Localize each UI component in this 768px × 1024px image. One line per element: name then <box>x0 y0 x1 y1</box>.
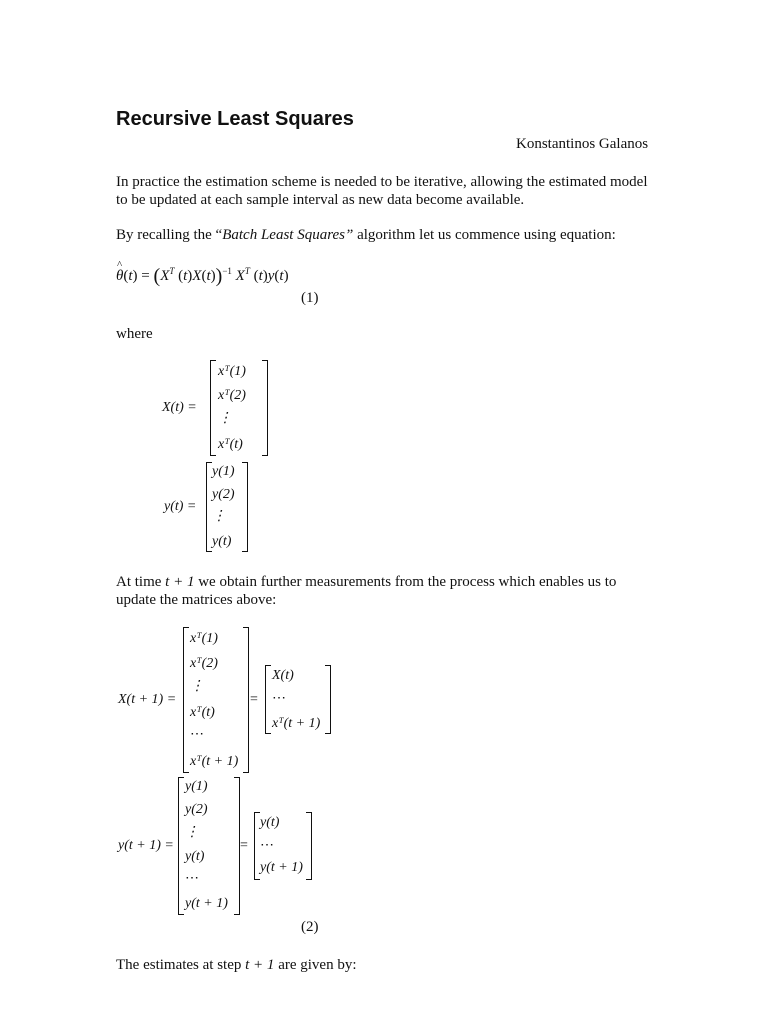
matrix-X1-row-2: xᵀ(2) <box>190 656 218 671</box>
paragraph-estimates-italic: t + 1 <box>245 957 275 973</box>
matrix-X-left-bracket <box>210 360 216 456</box>
vector-y1-equals: = <box>240 838 248 853</box>
matrix-X1-label: X(t + 1) = <box>118 692 177 707</box>
paragraph-update <box>116 573 656 609</box>
matrix-X1-row-4: xᵀ(t) <box>190 705 215 720</box>
paragraph-update-italic: t + 1 <box>165 574 195 590</box>
vector-y1-rhs-row-2: ⋯ <box>260 838 274 853</box>
vector-y-row-3: ⋮ <box>212 509 226 524</box>
vector-y1-row-2: y(2) <box>185 802 208 817</box>
paragraph-intro: In practice the estimation scheme is needed to be iterative, allowing the estimated model to be updated at each sample interval as new data become available. <box>116 174 648 208</box>
matrix-X1-row-5: ⋯ <box>190 727 204 742</box>
matrix-X1-row-1: xᵀ(1) <box>190 631 218 646</box>
matrix-X-row-4: xᵀ(t) <box>218 437 243 452</box>
document-title: Recursive Least Squares <box>116 108 354 130</box>
matrix-X-row-2: xᵀ(2) <box>218 388 246 403</box>
equation-1-number: (1) <box>301 290 319 306</box>
matrix-X-row-3: ⋮ <box>218 411 232 426</box>
equation-2-number: (2) <box>301 919 319 935</box>
matrix-X1-rhs-row-1: X(t) <box>272 668 294 683</box>
vector-y1-rhs-row-1: y(t) <box>260 815 280 830</box>
paragraph-batch <box>116 226 656 244</box>
vector-y1-label: y(t + 1) = <box>118 838 174 853</box>
vector-y1-row-1: y(1) <box>185 779 208 794</box>
matrix-X-right-bracket <box>262 360 268 456</box>
equation-1: θ ^ $(t) = (X^T$ (t)X(t))$^{-1}$ $X^T$ (t)y(t) <box>116 259 289 287</box>
matrix-X1-equals: = <box>250 692 258 707</box>
vector-y-right-bracket <box>242 462 248 552</box>
matrix-X1-right-bracket <box>243 627 249 773</box>
paragraph-update-pre: At time <box>116 574 166 590</box>
vector-y1-row-6: y(t + 1) <box>185 896 228 911</box>
paragraph-estimates-post: are given by: <box>274 957 357 973</box>
vector-y-label: y(t) = <box>164 499 197 514</box>
matrix-X1-rhs-left-bracket <box>265 665 271 734</box>
matrix-X1-row-6: xᵀ(t + 1) <box>190 754 239 769</box>
author-name: Konstantinos Galanos <box>516 136 649 152</box>
matrix-X-row-1: xᵀ(1) <box>218 364 246 379</box>
paragraph-batch-post: algorithm let us commence using equation: <box>353 227 616 243</box>
vector-y1-row-5: ⋯ <box>185 871 199 886</box>
paragraph-estimates <box>116 956 656 974</box>
vector-y1-row-4: y(t) <box>185 849 205 864</box>
vector-y1-row-3: ⋮ <box>185 825 199 840</box>
paragraph-estimates-pre: The estimates at step <box>116 957 246 973</box>
matrix-X-label: X(t) = <box>162 400 197 415</box>
paragraph-update-post: we obtain further measurements from the process which enables us to update the matrices above: <box>116 574 617 608</box>
vector-y1-rhs-row-3: y(t + 1) <box>260 860 303 875</box>
matrix-X1-rhs-right-bracket <box>325 665 331 734</box>
vector-y-row-4: y(t) <box>212 534 232 549</box>
vector-y-row-1: y(1) <box>212 464 235 479</box>
matrix-X1-rhs-row-2: ⋯ <box>272 691 286 706</box>
paragraph-batch-pre: By recalling the “ <box>116 227 223 243</box>
matrix-X1-row-3: ⋮ <box>190 679 204 694</box>
vector-y1-left-bracket <box>178 777 184 915</box>
paragraph-batch-italic: Batch Least Squares” <box>222 227 354 243</box>
where-text: where <box>116 326 153 342</box>
matrix-X1-left-bracket <box>183 627 189 773</box>
vector-y-row-2: y(2) <box>212 487 235 502</box>
vector-y1-rhs-right-bracket <box>306 812 312 880</box>
matrix-X1-rhs-row-3: xᵀ(t + 1) <box>272 716 321 731</box>
